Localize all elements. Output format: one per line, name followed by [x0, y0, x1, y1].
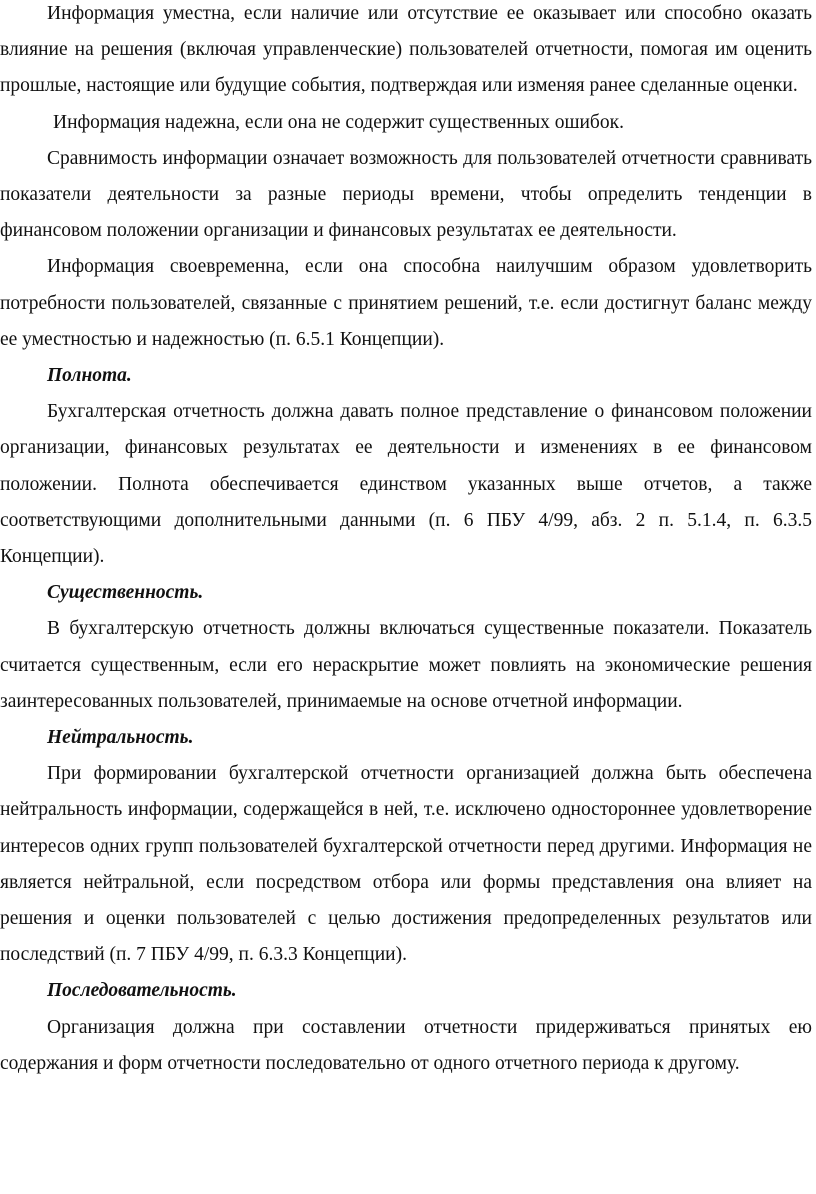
paragraph-consistency: Организация должна при составлении отчетности придерживаться принятых ею содержания и форм отчетности последовательно от одного отчетного периода к другому. — [0, 1016, 812, 1074]
paragraph-reliability: Информация надежна, если она не содержит существенных ошибок. — [53, 111, 624, 133]
paragraph-timeliness: Информация своевременна, если она способна наилучшим образом удовлетворить потребности пользователей, связанные с принятием решений, т.е. если достигнут баланс между ее уместностью и надежностью (п. 6.5.1 Концепции). — [0, 256, 812, 350]
paragraph-comparability: Сравнимость информации означает возможность для пользователей отчетности сравнивать показатели деятельности за разные периоды времени, чтобы определить тенденции в финансовом положении организации и финансовых результатах ее деятельности. — [0, 147, 812, 242]
heading-materiality: Существенность. — [47, 582, 204, 604]
paragraph-materiality: В бухгалтерскую отчетность должны включаться существенные показатели. Показатель считается существенным, если его нераскрытие может повлиять на экономические решения заинтересованных пользователей, принимаемые на основе отчетной информации. — [0, 618, 812, 712]
paragraph-relevance: Информация уместна, если наличие или отсутствие ее оказывает или способно оказать влияние на решения (включая управленческие) пользователей отчетности, помогая им оценить прошлые, настоящие или будущие события, подтверждая или изменяя ранее сделанные оценки. — [0, 3, 812, 97]
paragraph-completeness: Бухгалтерская отчетность должна давать полное представление о финансовом положении организации, финансовых результатах ее деятельности и изменениях в ее финансовом положении. Полнота обеспечивается единством указанных выше отчетов, а также соответствующими дополнительными данными (п. 6 ПБУ 4/99, абз. 2 п. 5.1.4, п. 6.3.5 Концепции). — [0, 401, 812, 568]
paragraph-neutrality: При формировании бухгалтерской отчетности организацией должна быть обеспечена нейтральность информации, содержащейся в ней, т.е. исключено одностороннее удовлетворение интересов одних групп пользователей бухгалтерской отчетности перед другими. Информация не является нейтральной, если посредством отбора или формы представления она влияет на решения и оценки пользователей с целью достижения предопределенных результатов или последствий (п. 7 ПБУ 4/99, п. 6.3.3 Концепции). — [0, 763, 812, 966]
heading-neutrality: Нейтральность. — [47, 727, 194, 749]
heading-completeness: Полнота. — [47, 365, 132, 387]
heading-consistency: Последовательность. — [47, 980, 237, 1002]
